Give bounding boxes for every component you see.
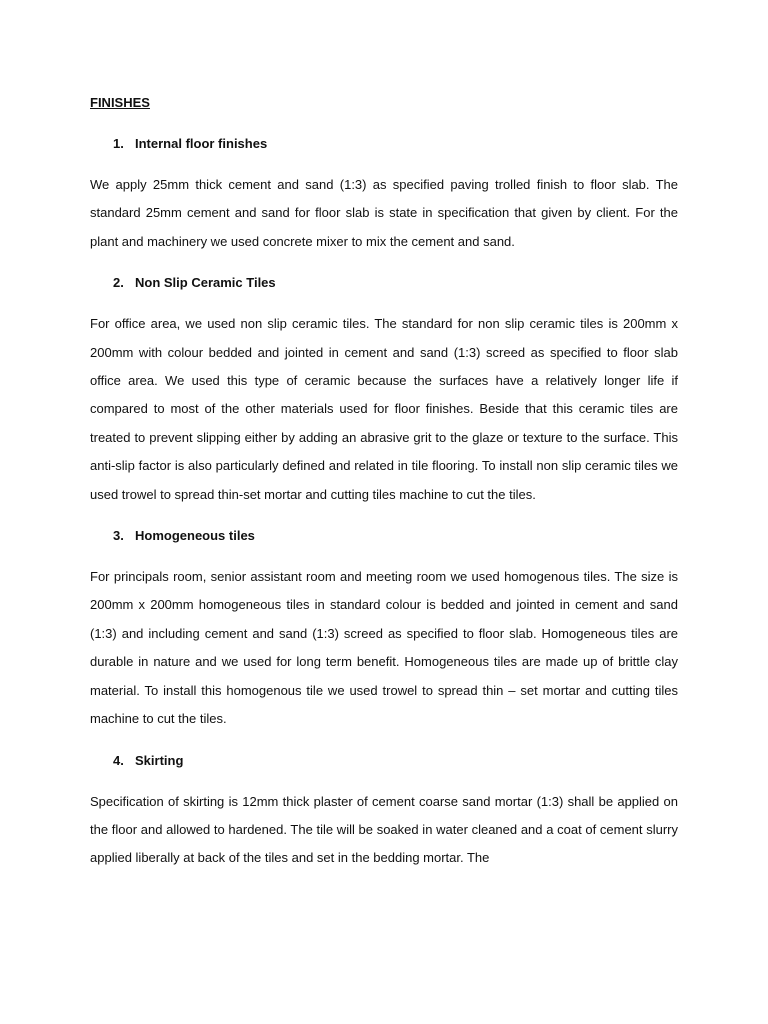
section-heading-non-slip-ceramic-tiles [90, 273, 678, 293]
section-number: 4. [113, 752, 124, 768]
section-title: Homogeneous tiles [135, 528, 255, 544]
section-number: 3. [113, 528, 124, 544]
section-heading-internal-floor-finishes [90, 134, 678, 154]
section-body-homogeneous-tiles: For principals room, senior assistant room and meeting room we used homogenous tiles. The size is 200mm x 200mm homogeneous tiles in standard colour is bedded and jointed in cement and sand (1:3) and including cement and sand (1:3) screed as specified to floor slab. Homogeneous tiles are durable in nature and we used for long term benefit. Homogeneous tiles are made up of brittle clay material. To install this homogenous tile we used trowel to spread thin – set mortar and cutting tiles machine to cut the tiles. [90, 569, 678, 727]
section-number: 1. [113, 136, 124, 151]
section-title: Skirting [135, 752, 184, 768]
section-body-non-slip-ceramic-tiles: For office area, we used non slip ceramic tiles. The standard for non slip ceramic tiles is 200mm x 200mm with colour bedded and jointed in cement and sand (1:3) screed as specified to floor slab office area. We used this type of ceramic because the surfaces have a relatively longer life if compared to most of the other materials used for floor finishes. Beside that this ceramic tiles are treated to prevent slipping either by adding an abrasive grit to the glaze or texture to the surface. This anti-slip factor is also particularly defined and related in tile flooring. To install non slip ceramic tiles we used trowel to spread thin-set mortar and cutting tiles machine to cut the tiles. [90, 316, 678, 502]
section-title: Internal floor finishes [135, 136, 268, 151]
section-body-internal-floor-finishes: We apply 25mm thick cement and sand (1:3) as specified paving trolled finish to floor slab. The standard 25mm cement and sand for floor slab is state in specification that given by client. For the plant and machinery we used concrete mixer to mix the cement and sand. [90, 177, 678, 249]
section-body-skirting: Specification of skirting is 12mm thick plaster of cement coarse sand mortar (1:3) shall be applied on the floor and allowed to hardened. The tile will be soaked in water cleaned and a coat of cement slurry applied liberally at back of the tiles and set in the bedding mortar. The [90, 793, 678, 866]
section-heading-homogeneous-tiles [90, 526, 678, 546]
section-title: Non Slip Ceramic Tiles [135, 275, 276, 291]
section-number: 2. [113, 275, 124, 291]
document-title: FINISHES [90, 95, 150, 110]
section-heading-skirting [90, 751, 678, 771]
